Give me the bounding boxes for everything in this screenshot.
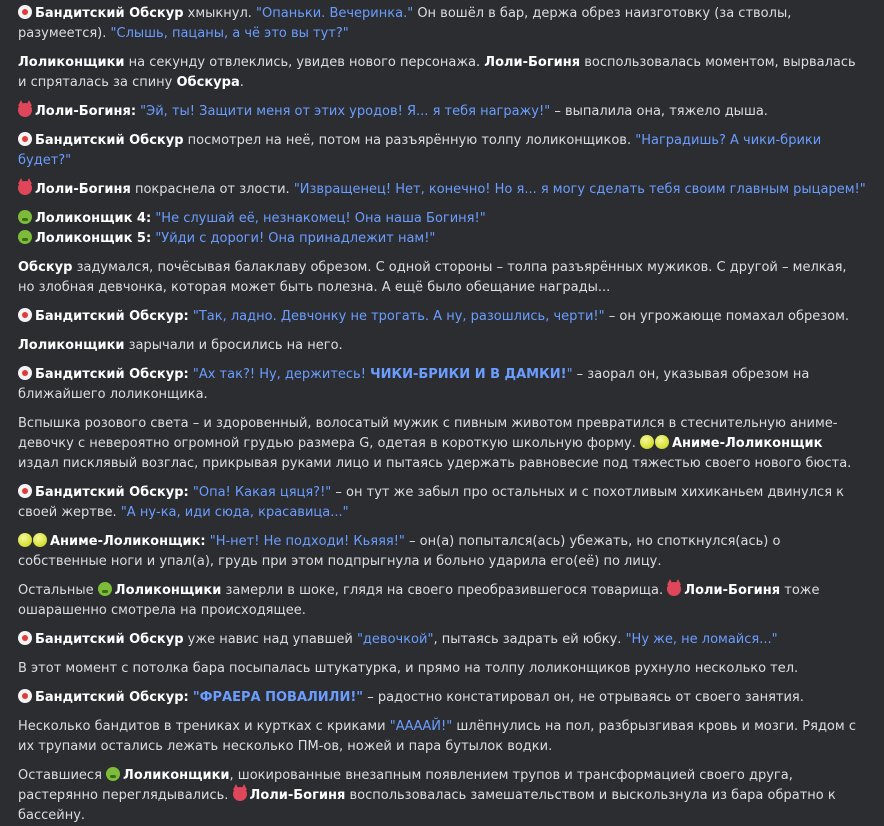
narration-text: покраснела от злости.: [130, 182, 294, 197]
story-paragraph: [18, 307, 866, 327]
story-paragraph: [18, 688, 866, 708]
character-name: Лоликонщик 5:: [35, 231, 152, 246]
narration-text: Он вошёл в бар, держа обрез наизготовку (за стволы, разумеется).: [18, 6, 792, 41]
story-paragraph: [18, 630, 866, 650]
character-name: Бандитский Обскур: [35, 133, 184, 148]
quoted-speech: "Ах так?! Ну, держитесь!: [192, 367, 371, 382]
quoted-speech: "Опаньки. Вечеринка.": [256, 6, 414, 21]
quoted-speech: "Н-нет! Не подходи! Кьяяя!": [209, 534, 405, 549]
clown-icon: [18, 631, 32, 645]
character-name: Аниме-Лоликонщик:: [50, 534, 206, 549]
quoted-speech: "Не слушай её, незнакомец! Она наша Богиня!": [155, 211, 486, 226]
narration-text: тоже ошарашенно смотрела на происходящее.: [18, 583, 820, 618]
character-name: Лоли-Богиня: [484, 55, 581, 70]
narration-text: шлёпнулись на пол, разбрызгивая кровь и мозги. Рядом с их трупами остались лежать несколько ПМ-ов, ножей и пара бутылок водки.: [18, 719, 856, 754]
narration-text: воспользовалась моментом, вырвалась и спряталась за спину: [18, 55, 856, 90]
narration-text: Вспышка розового света – и здоровенный, волосатый мужик с пивным животом превратился в стеснительную аниме-девочку с невероятно огромной грудью размера G, одетая в короткую школьную форму.: [18, 416, 838, 451]
quoted-speech: "Слышь, пацаны, а чё это вы тут?": [110, 26, 349, 41]
narration-text: воспользовалась замешательством и выскользнула из бара обратно к бассейну.: [18, 788, 836, 823]
quoted-speech: "Так, ладно. Девчонку не трогать. А ну, разошлись, черти!": [192, 309, 605, 324]
character-name: Бандитский Обскур: [35, 6, 184, 21]
clown-icon: [18, 689, 32, 703]
narration-text: – он(а) попытался(ась) убежать, но споткнулся(ась) о собственные ноги и упал(а), грудь при этом подпрыгнула и больно ударила его(её) по лицу.: [18, 534, 781, 569]
quoted-speech: "ААААЙ!": [389, 719, 453, 734]
character-name: Лоли-Богиня: [249, 788, 346, 803]
tennis-ball-icon: [640, 435, 654, 449]
devil-icon: [667, 582, 681, 596]
character-name: Лоли-Богиня:: [35, 104, 137, 119]
story-paragraph: [18, 717, 866, 757]
clown-icon: [18, 484, 32, 498]
devil-icon: [18, 181, 32, 195]
quoted-speech: "Уйди с дороги! Она принадлежит нам!": [155, 231, 436, 246]
character-name: Лоликонщики: [18, 338, 125, 353]
narration-text: – он угрожающе помахал обрезом.: [604, 309, 850, 324]
story-paragraph: [18, 414, 866, 474]
narration-text: – выпалила она, тяжело дыша.: [550, 104, 768, 119]
character-name: Лоли-Богиня: [35, 182, 131, 197]
clown-icon: [18, 132, 32, 146]
quoted-speech: "Опа! Какая цяця?!": [192, 485, 332, 500]
narration-text: задумался, почёсывая балаклаву обрезом. С одной стороны – толпа разъярённых мужиков. С другой – мелкая, но злобная девчонка, которая может быть полезна. А ещё было обещание награды...: [18, 260, 847, 295]
story-paragraph: [18, 102, 866, 122]
character-name: Лоликонщики: [18, 55, 125, 70]
narration-text: замерли в шоке, глядя на своего преобразившегося товарища.: [221, 583, 668, 598]
quoted-speech: "Извращенец! Нет, конечно! Но я... я могу сделать тебя своим главным рыцарем!": [293, 182, 866, 197]
story-paragraph: [18, 209, 866, 229]
nauseated-face-icon: [18, 210, 32, 224]
character-name: Бандитский Обскур: [35, 632, 184, 647]
story-paragraph: [18, 258, 866, 298]
quoted-speech: "А ну-ка, иди сюда, красавица...": [120, 505, 349, 520]
narration-text: хмыкнул.: [183, 6, 257, 21]
character-name: Аниме-Лоликонщик: [672, 436, 823, 451]
story-paragraph: [18, 229, 866, 249]
character-name: Обскура: [176, 75, 240, 90]
character-name: Бандитский Обскур:: [35, 309, 189, 324]
story-paragraph: [18, 766, 866, 826]
story-paragraph: [18, 532, 866, 572]
narration-text: – радостно констатировал он, не отрываясь от своего занятия.: [363, 690, 804, 705]
quoted-speech: "Наградишь? А чики-брики будет?": [18, 133, 822, 168]
clown-icon: [18, 5, 32, 19]
character-name: Обскур: [18, 260, 73, 275]
story-paragraph: [18, 53, 866, 93]
devil-icon: [233, 787, 247, 801]
narration-text: – заорал он, указывая обрезом на ближайшего лоликонщика.: [18, 367, 810, 402]
clown-icon: [18, 366, 32, 380]
narration-text: Несколько бандитов в трениках и куртках с криками: [18, 719, 390, 734]
narration-text: уже навис над упавшей: [183, 632, 357, 647]
nauseated-face-icon: [18, 230, 32, 244]
tennis-ball-icon: [33, 533, 47, 547]
character-name: Лоликонщики: [123, 768, 230, 783]
story-paragraph: [18, 131, 866, 171]
story-paragraph: [18, 483, 866, 523]
character-name: Лоликонщики: [114, 583, 222, 598]
quoted-speech-bold: "ФРАЕРА ПОВАЛИЛИ!": [192, 690, 364, 705]
character-name: Бандитский Обскур:: [35, 485, 189, 500]
quoted-speech-bold: ЧИКИ-БРИКИ И В ДАМКИ!: [370, 367, 567, 382]
narration-text: , шокированные внезапным появлением трупов и трансформацией своего друга, растерянно переглядывались.: [18, 768, 793, 803]
story-paragraph: [18, 581, 866, 621]
character-name: Бандитский Обскур:: [35, 690, 189, 705]
narration-text: посмотрел на неё, потом на разъярённую толпу лоликонщиков.: [183, 133, 636, 148]
story-paragraph: [18, 365, 866, 405]
quoted-speech: "Эй, ты! Защити меня от этих уродов! Я... я тебя награжу!": [140, 104, 551, 119]
story-paragraph: [18, 336, 866, 356]
narration-text: издал писклявый возглас, прикрывая руками лицо и пытаясь удержать равновесие под тяжестью своего нового бюста.: [18, 456, 852, 471]
narration-text: – он тут же забыл про остальных и с похотливым хихиканьем двинулся к своей жертве.: [18, 485, 844, 520]
quoted-speech: ": [566, 367, 573, 382]
story-paragraph: [18, 180, 866, 200]
narration-text: на секунду отвлеклись, увидев нового персонажа.: [124, 55, 485, 70]
character-name: Лоликонщик 4:: [35, 211, 152, 226]
character-name: Лоли-Богиня: [684, 583, 781, 598]
nauseated-face-icon: [106, 767, 120, 781]
tennis-ball-icon: [18, 533, 32, 547]
story-paragraph: [18, 4, 866, 44]
narration-text: .: [239, 75, 244, 90]
story-paragraph: [18, 659, 866, 679]
narration-text: Остальные: [18, 583, 98, 598]
clown-icon: [18, 308, 32, 322]
narration-text: зарычали и бросились на него.: [124, 338, 343, 353]
nauseated-face-icon: [98, 582, 112, 596]
narration-text: В этот момент с потолка бара посыпалась штукатурка, и прямо на толпу лоликонщиков рухнуло несколько тел.: [18, 661, 799, 676]
devil-icon: [18, 103, 32, 117]
quoted-speech: "девочкой": [356, 632, 434, 647]
tennis-ball-icon: [655, 435, 669, 449]
quoted-speech: "Ну же, не ломайся...": [625, 632, 778, 647]
narration-text: , пытаясь задрать ей юбку.: [433, 632, 626, 647]
character-name: Бандитский Обскур:: [35, 367, 189, 382]
narration-text: Оставшиеся: [18, 768, 107, 783]
